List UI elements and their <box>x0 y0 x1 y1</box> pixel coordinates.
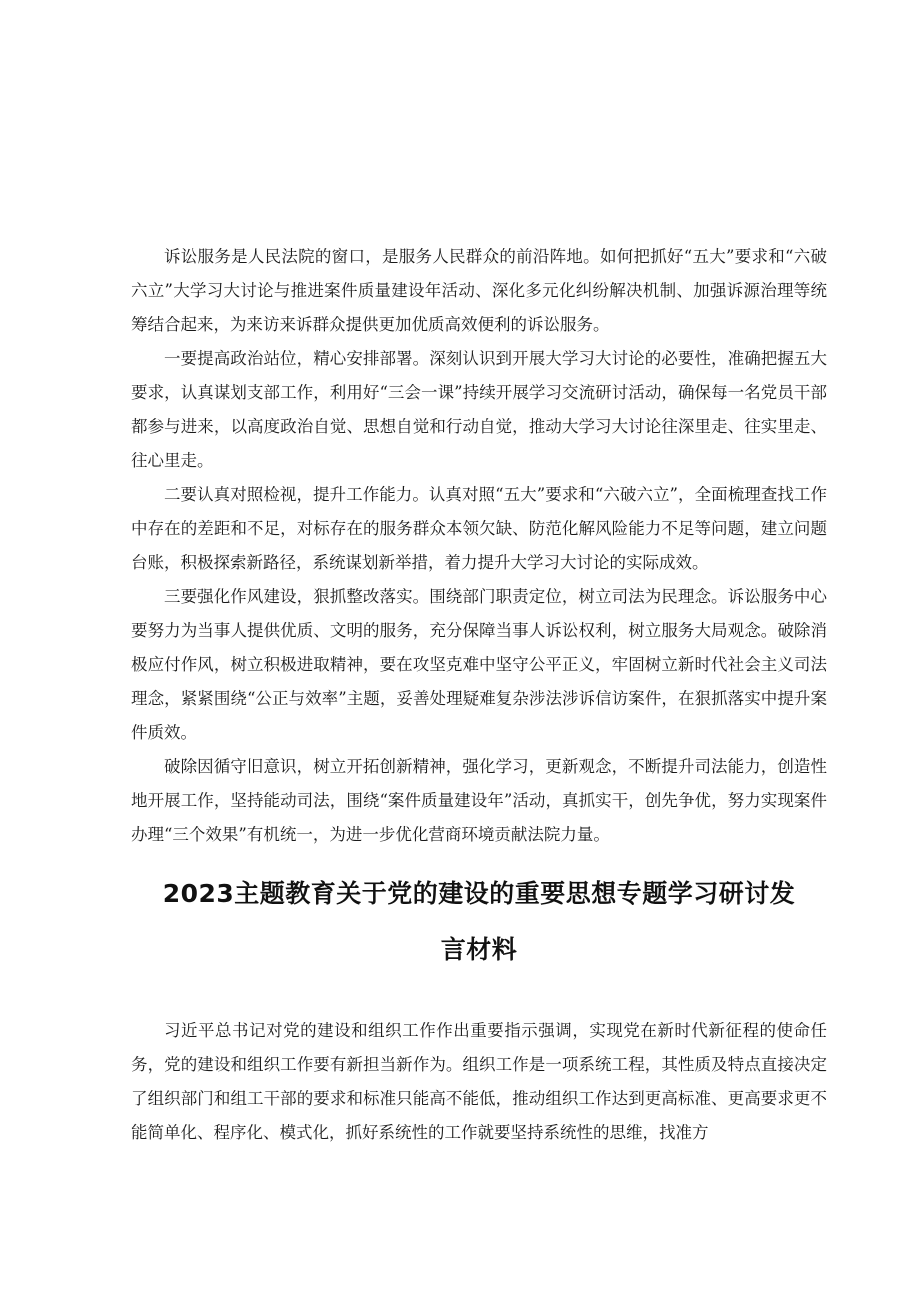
title-line-1: 2023主题教育关于党的建设的重要思想专题学习研讨发 <box>162 879 796 908</box>
paragraph-body: 习近平总书记对党的建设和组织工作作出重要指示强调，实现党在新时代新征程的使命任务，党的建设和组织工作要有新担当新作为。组织工作是一项系统工程，其性质及特点直接决定了组织部门和组工干部的要求和标准只能高不能低，推动组织工作达到更高标准、更高要求更不能简单化、程序化、模式化，抓好系统性的工作就要坚持系统性的思维，找准方 <box>131 1021 827 1142</box>
paragraph-point-two: 二要认真对照检视，提升工作能力。认真对照“五大”要求和“六破六立”，全面梳理查找工作中存在的差距和不足，对标存在的服务群众本领欠缺、防范化解风险能力不足等问题，建立问题台账，积极探索新路径，系统谋划新举措，着力提升大学习大讨论的实际成效。 <box>131 485 827 572</box>
paragraph-intro: 诉讼服务是人民法院的窗口，是服务人民群众的前沿阵地。如何把抓好“五大”要求和“六破六立”大学习大讨论与推进案件质量建设年活动、深化多元化纠纷解决机制、加强诉源治理等统筹结合起来，为来访来诉群众提供更加优质高效便利的诉讼服务。 <box>131 247 827 334</box>
section-party-building <box>131 1014 827 1150</box>
paragraph-closing: 破除因循守旧意识，树立开拓创新精神，强化学习，更新观念，不断提升司法能力，创造性地开展工作，坚持能动司法，围绕“案件质量建设年”活动，真抓实干，创先争优，努力实现案件办理“三个效果”有机统一，为进一步优化营商环境贡献法院力量。 <box>131 757 827 844</box>
title-line-2: 言材料 <box>440 935 518 964</box>
document-body <box>131 240 827 1150</box>
paragraph-point-one: 一要提高政治站位，精心安排部署。深刻认识到开展大学习大讨论的必要性，准确把握五大要求，认真谋划支部工作，利用好“三会一课”持续开展学习交流研讨活动，确保每一名党员干部都参与进来，以高度政治自觉、思想自觉和行动自觉，推动大学习大讨论往深里走、往实里走、往心里走。 <box>131 349 827 470</box>
paragraph-point-three: 三要强化作风建设，狠抓整改落实。围绕部门职责定位，树立司法为民理念。诉讼服务中心要努力为当事人提供优质、文明的服务，充分保障当事人诉讼权利，树立服务大局观念。破除消极应付作风，树立积极进取精神，要在攻坚克难中坚守公平正义，牢固树立新时代社会主义司法理念，紧紧围绕“公正与效率”主题，妥善处理疑难复杂涉法涉诉信访案件，在狠抓落实中提升案件质效。 <box>131 587 827 742</box>
section-litigation-service <box>131 240 827 852</box>
document-title <box>131 868 827 976</box>
